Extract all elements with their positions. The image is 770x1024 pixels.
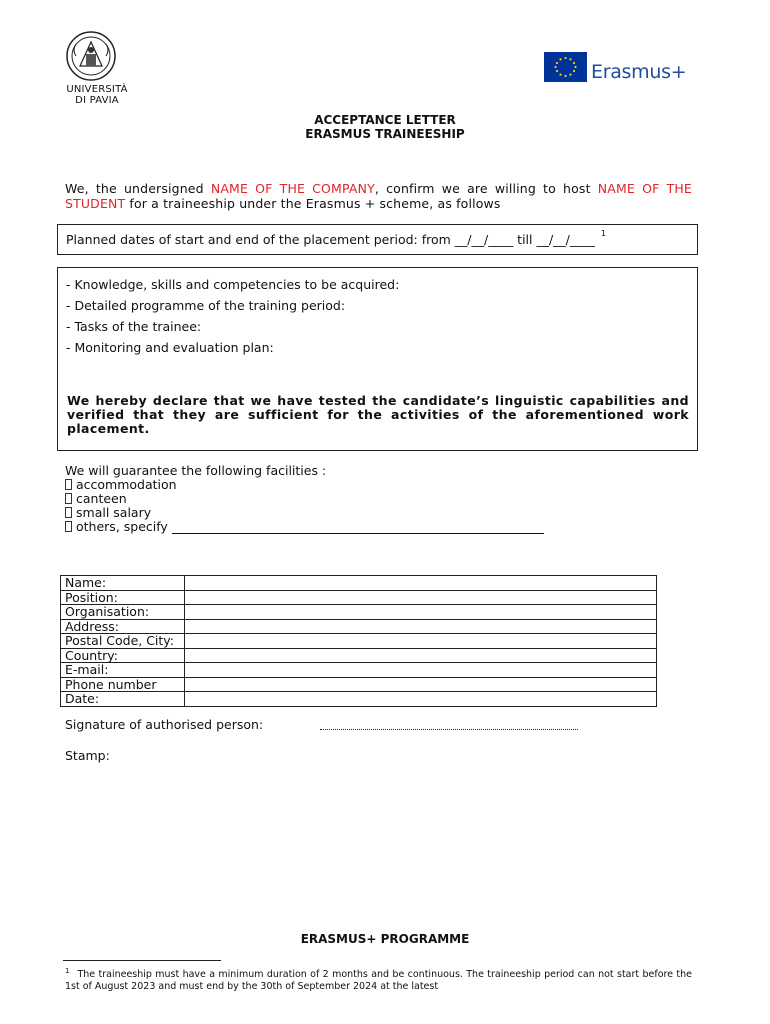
checkbox-icon[interactable] (65, 521, 72, 532)
table-label: Address: (61, 619, 185, 634)
programme-item-monitoring[interactable]: - Monitoring and evaluation plan: (66, 340, 274, 355)
signature-line[interactable] (320, 729, 578, 730)
table-row (61, 619, 657, 634)
table-label: Organisation: (61, 605, 185, 620)
name-field[interactable] (185, 576, 657, 591)
checkbox-icon[interactable] (65, 493, 72, 504)
address-field[interactable] (185, 619, 657, 634)
intro-paragraph: We, the undersigned NAME OF THE COMPANY, confirm we are willing to host NAME OF THE STUDENT for a traineeship under the Erasmus + scheme, as follows (65, 181, 692, 211)
footnote-ref: 1 (600, 229, 606, 238)
facility-canteen[interactable]: canteen (65, 492, 127, 506)
facilities-intro: We will guarantee the following facilities : (65, 463, 327, 478)
table-row (61, 576, 657, 591)
contact-table (60, 575, 657, 707)
student-placeholder[interactable]: NAME OF THE STUDENT (65, 181, 692, 211)
email-field[interactable] (185, 663, 657, 678)
table-row (61, 605, 657, 620)
table-row (61, 663, 657, 678)
table-row (61, 677, 657, 692)
footnote: $^1$ The traineeship must have a minimum duration of 2 months and be continuous. The traineeship period can not start before the 1st of August 2023 and must end by the 30th of September 2024 at the latest (65, 967, 692, 993)
university-name: UNIVERSITÀ DI PAVIA (66, 84, 128, 106)
phone-field[interactable] (185, 677, 657, 692)
table-label: Postal Code, City: (61, 634, 185, 649)
organisation-field[interactable] (185, 605, 657, 620)
table-row (61, 590, 657, 605)
date-field[interactable] (185, 692, 657, 707)
linguistic-declaration: We hereby declare that we have tested the candidate’s linguistic capabilities and verified that they are sufficient for the activities of the aforementioned work placement. (67, 393, 689, 436)
country-field[interactable] (185, 648, 657, 663)
others-specify-line[interactable] (172, 533, 544, 534)
checkbox-icon[interactable] (65, 479, 72, 490)
stamp-label: Stamp: (65, 748, 110, 763)
table-label: Phone number (61, 677, 185, 692)
table-label: Position: (61, 590, 185, 605)
table-row (61, 634, 657, 649)
eu-flag-icon (544, 52, 587, 82)
university-seal-icon (66, 30, 116, 82)
facility-accommodation[interactable]: accommodation (65, 478, 177, 492)
table-row (61, 692, 657, 707)
footnote-divider (63, 960, 221, 961)
table-label: Name: (61, 576, 185, 591)
placement-dates-box (57, 224, 698, 255)
facility-others[interactable]: others, specify (65, 520, 544, 534)
postal-city-field[interactable] (185, 634, 657, 649)
table-row (61, 648, 657, 663)
programme-item-knowledge[interactable]: - Knowledge, skills and competencies to be acquired: (66, 277, 400, 292)
programme-footer: ERASMUS+ PROGRAMME (300, 932, 470, 946)
facility-small-salary[interactable]: small salary (65, 506, 151, 520)
erasmus-brand-text: Erasmus+ (591, 61, 687, 83)
document-subtitle: ERASMUS TRAINEESHIP (305, 127, 465, 141)
programme-item-detailed[interactable]: - Detailed programme of the training period: (66, 298, 346, 313)
placement-dates-field[interactable]: Planned dates of start and end of the placement period: from __/__/____ till __/__/____ $^1$ (66, 229, 606, 248)
programme-box (57, 267, 698, 451)
position-field[interactable] (185, 590, 657, 605)
programme-item-tasks[interactable]: - Tasks of the trainee: (66, 319, 202, 334)
document-title: ACCEPTANCE LETTER (314, 113, 456, 127)
table-label: Country: (61, 648, 185, 663)
company-placeholder[interactable]: NAME OF THE COMPANY (210, 181, 375, 196)
signature-label: Signature of authorised person: (65, 717, 264, 732)
table-label: E-mail: (61, 663, 185, 678)
table-label: Date: (61, 692, 185, 707)
checkbox-icon[interactable] (65, 507, 72, 518)
